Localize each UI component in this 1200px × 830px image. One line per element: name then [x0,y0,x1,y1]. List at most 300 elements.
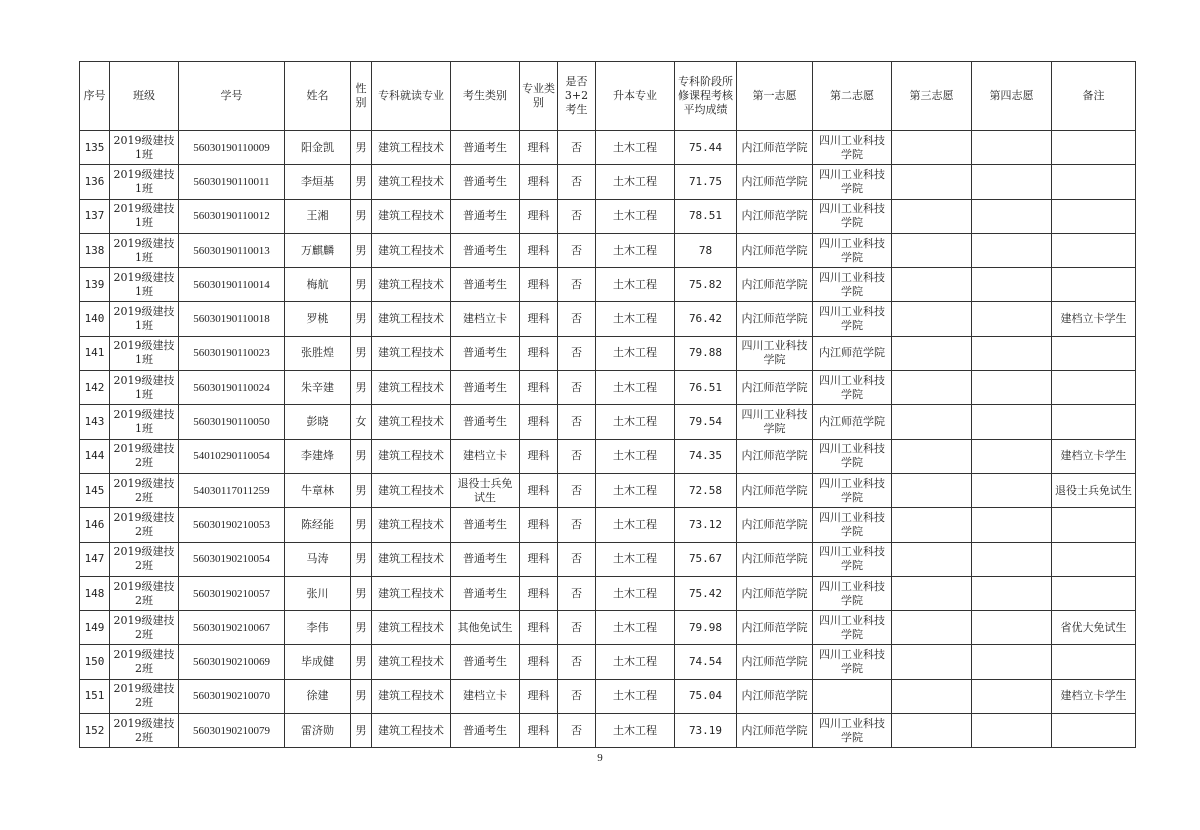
major-cell: 建筑工程技术 [372,165,451,199]
choice2-cell: 四川工业科技学院 [813,714,892,748]
choice2-cell: 四川工业科技学院 [813,542,892,576]
gender-cell: 男 [351,714,372,748]
major-cell: 建筑工程技术 [372,268,451,302]
choice3-cell [892,714,972,748]
subject-type-cell: 理科 [520,611,558,645]
choice4-cell [972,679,1052,713]
3plus2-cell: 否 [558,233,596,267]
col-target-major-header: 升本专业 [596,62,675,131]
remarks-cell: 省优大免试生 [1052,611,1136,645]
choice1-cell: 内江师范学院 [737,679,813,713]
col-choice4-header: 第四志愿 [972,62,1052,131]
average-score-cell: 78.51 [675,199,737,233]
choice3-cell [892,405,972,439]
3plus2-cell: 否 [558,645,596,679]
table-row [80,233,1136,267]
gender-cell: 男 [351,645,372,679]
subject-type-cell: 理科 [520,165,558,199]
target-major-cell: 土木工程 [596,439,675,473]
target-major-cell: 土木工程 [596,405,675,439]
average-score-cell: 74.54 [675,645,737,679]
student-id-cell: 56030190210069 [179,645,285,679]
choice1-cell: 内江师范学院 [737,371,813,405]
major-cell: 建筑工程技术 [372,439,451,473]
choice2-cell: 内江师范学院 [813,336,892,370]
average-score-cell: 76.51 [675,371,737,405]
remarks-cell [1052,233,1136,267]
serial-cell: 137 [80,199,110,233]
choice1-cell: 内江师范学院 [737,199,813,233]
class-cell: 2019级建技2班 [110,473,179,507]
average-score-cell: 79.98 [675,611,737,645]
name-cell: 万麒麟 [285,233,351,267]
choice1-cell: 内江师范学院 [737,611,813,645]
choice4-cell [972,199,1052,233]
choice1-cell: 内江师范学院 [737,439,813,473]
major-cell: 建筑工程技术 [372,679,451,713]
major-cell: 建筑工程技术 [372,302,451,336]
col-average-score-header: 专科阶段所修课程考核平均成绩 [675,62,737,131]
class-cell: 2019级建技2班 [110,679,179,713]
student-id-cell: 56030190110024 [179,371,285,405]
name-cell: 陈经能 [285,508,351,542]
student-id-cell: 56030190210079 [179,714,285,748]
remarks-cell [1052,131,1136,165]
student-list-table [79,61,1136,748]
average-score-cell: 73.12 [675,508,737,542]
choice3-cell [892,165,972,199]
candidate-type-cell: 普通考生 [451,165,520,199]
choice1-cell: 内江师范学院 [737,542,813,576]
target-major-cell: 土木工程 [596,645,675,679]
average-score-cell: 78 [675,233,737,267]
table-row [80,405,1136,439]
3plus2-cell: 否 [558,199,596,233]
student-id-cell: 56030190210057 [179,576,285,610]
choice1-cell: 内江师范学院 [737,645,813,679]
remarks-cell [1052,371,1136,405]
choice2-cell [813,679,892,713]
table-row [80,302,1136,336]
col-class-header: 班级 [110,62,179,131]
3plus2-cell: 否 [558,131,596,165]
candidate-type-cell: 普通考生 [451,233,520,267]
table-row [80,199,1136,233]
average-score-cell: 71.75 [675,165,737,199]
choice2-cell: 四川工业科技学院 [813,645,892,679]
major-cell: 建筑工程技术 [372,473,451,507]
major-cell: 建筑工程技术 [372,336,451,370]
choice3-cell [892,473,972,507]
class-cell: 2019级建技2班 [110,611,179,645]
serial-cell: 145 [80,473,110,507]
major-cell: 建筑工程技术 [372,611,451,645]
candidate-type-cell: 普通考生 [451,542,520,576]
table-row [80,508,1136,542]
choice2-cell: 四川工业科技学院 [813,268,892,302]
remarks-cell [1052,268,1136,302]
table-row [80,473,1136,507]
subject-type-cell: 理科 [520,233,558,267]
student-id-cell: 56030190110009 [179,131,285,165]
choice3-cell [892,542,972,576]
target-major-cell: 土木工程 [596,268,675,302]
choice1-cell: 内江师范学院 [737,233,813,267]
average-score-cell: 74.35 [675,439,737,473]
choice1-cell: 四川工业科技学院 [737,336,813,370]
remarks-cell [1052,576,1136,610]
choice4-cell [972,508,1052,542]
gender-cell: 女 [351,405,372,439]
student-id-cell: 56030190110023 [179,336,285,370]
name-cell: 牛章林 [285,473,351,507]
name-cell: 彭晓 [285,405,351,439]
remarks-cell: 退役士兵免试生 [1052,473,1136,507]
choice4-cell [972,576,1052,610]
choice3-cell [892,508,972,542]
student-id-cell: 56030190110014 [179,268,285,302]
major-cell: 建筑工程技术 [372,371,451,405]
col-choice1-header: 第一志愿 [737,62,813,131]
class-cell: 2019级建技1班 [110,131,179,165]
3plus2-cell: 否 [558,714,596,748]
3plus2-cell: 否 [558,542,596,576]
class-cell: 2019级建技2班 [110,645,179,679]
serial-cell: 136 [80,165,110,199]
name-cell: 王湘 [285,199,351,233]
candidate-type-cell: 普通考生 [451,576,520,610]
table-body [80,131,1136,748]
choice4-cell [972,131,1052,165]
table-row [80,336,1136,370]
gender-cell: 男 [351,165,372,199]
subject-type-cell: 理科 [520,473,558,507]
class-cell: 2019级建技1班 [110,199,179,233]
choice3-cell [892,576,972,610]
name-cell: 李伟 [285,611,351,645]
subject-type-cell: 理科 [520,131,558,165]
gender-cell: 男 [351,542,372,576]
average-score-cell: 76.42 [675,302,737,336]
subject-type-cell: 理科 [520,714,558,748]
choice1-cell: 内江师范学院 [737,165,813,199]
3plus2-cell: 否 [558,302,596,336]
choice3-cell [892,199,972,233]
class-cell: 2019级建技2班 [110,576,179,610]
table-row [80,131,1136,165]
candidate-type-cell: 普通考生 [451,645,520,679]
serial-cell: 141 [80,336,110,370]
name-cell: 李烜基 [285,165,351,199]
average-score-cell: 75.44 [675,131,737,165]
choice1-cell: 四川工业科技学院 [737,405,813,439]
table-row [80,371,1136,405]
student-id-cell: 56030190110018 [179,302,285,336]
class-cell: 2019级建技1班 [110,405,179,439]
major-cell: 建筑工程技术 [372,131,451,165]
class-cell: 2019级建技2班 [110,439,179,473]
candidate-type-cell: 普通考生 [451,268,520,302]
target-major-cell: 土木工程 [596,714,675,748]
student-id-cell: 56030190210067 [179,611,285,645]
candidate-type-cell: 普通考生 [451,405,520,439]
table-row [80,165,1136,199]
name-cell: 阳金凯 [285,131,351,165]
choice1-cell: 内江师范学院 [737,131,813,165]
candidate-type-cell: 普通考生 [451,199,520,233]
student-id-cell: 56030190210054 [179,542,285,576]
choice3-cell [892,439,972,473]
remarks-cell [1052,508,1136,542]
remarks-cell [1052,405,1136,439]
choice4-cell [972,645,1052,679]
3plus2-cell: 否 [558,576,596,610]
table-row [80,542,1136,576]
choice1-cell: 内江师范学院 [737,508,813,542]
choice4-cell [972,611,1052,645]
col-subject-type-header: 专业类别 [520,62,558,131]
3plus2-cell: 否 [558,336,596,370]
3plus2-cell: 否 [558,679,596,713]
gender-cell: 男 [351,233,372,267]
3plus2-cell: 否 [558,508,596,542]
class-cell: 2019级建技1班 [110,336,179,370]
choice4-cell [972,336,1052,370]
name-cell: 朱辛建 [285,371,351,405]
subject-type-cell: 理科 [520,336,558,370]
target-major-cell: 土木工程 [596,336,675,370]
table-row [80,714,1136,748]
subject-type-cell: 理科 [520,576,558,610]
choice4-cell [972,439,1052,473]
remarks-cell: 建档立卡学生 [1052,302,1136,336]
target-major-cell: 土木工程 [596,371,675,405]
3plus2-cell: 否 [558,473,596,507]
remarks-cell [1052,199,1136,233]
serial-cell: 152 [80,714,110,748]
target-major-cell: 土木工程 [596,165,675,199]
gender-cell: 男 [351,199,372,233]
choice1-cell: 内江师范学院 [737,473,813,507]
class-cell: 2019级建技2班 [110,542,179,576]
subject-type-cell: 理科 [520,405,558,439]
student-id-cell: 54010290110054 [179,439,285,473]
header-row [80,62,1136,131]
choice3-cell [892,233,972,267]
major-cell: 建筑工程技术 [372,199,451,233]
choice1-cell: 内江师范学院 [737,714,813,748]
choice3-cell [892,302,972,336]
remarks-cell [1052,336,1136,370]
remarks-cell [1052,714,1136,748]
gender-cell: 男 [351,611,372,645]
choice2-cell: 四川工业科技学院 [813,611,892,645]
target-major-cell: 土木工程 [596,199,675,233]
remarks-cell: 建档立卡学生 [1052,679,1136,713]
serial-cell: 149 [80,611,110,645]
name-cell: 梅航 [285,268,351,302]
student-id-cell: 56030190210053 [179,508,285,542]
serial-cell: 150 [80,645,110,679]
class-cell: 2019级建技1班 [110,165,179,199]
average-score-cell: 75.04 [675,679,737,713]
candidate-type-cell: 退役士兵免试生 [451,473,520,507]
choice2-cell: 四川工业科技学院 [813,165,892,199]
candidate-type-cell: 建档立卡 [451,302,520,336]
remarks-cell: 建档立卡学生 [1052,439,1136,473]
target-major-cell: 土木工程 [596,302,675,336]
average-score-cell: 73.19 [675,714,737,748]
name-cell: 张胜煌 [285,336,351,370]
choice2-cell: 四川工业科技学院 [813,576,892,610]
choice2-cell: 四川工业科技学院 [813,439,892,473]
student-id-cell: 56030190210070 [179,679,285,713]
target-major-cell: 土木工程 [596,233,675,267]
class-cell: 2019级建技2班 [110,714,179,748]
serial-cell: 138 [80,233,110,267]
student-id-cell: 56030190110050 [179,405,285,439]
serial-cell: 140 [80,302,110,336]
col-candidate-type-header: 考生类别 [451,62,520,131]
col-remarks-header: 备注 [1052,62,1136,131]
col-name-header: 姓名 [285,62,351,131]
average-score-cell: 72.58 [675,473,737,507]
major-cell: 建筑工程技术 [372,714,451,748]
choice3-cell [892,131,972,165]
remarks-cell [1052,165,1136,199]
col-major-header: 专科就读专业 [372,62,451,131]
class-cell: 2019级建技1班 [110,268,179,302]
choice4-cell [972,165,1052,199]
subject-type-cell: 理科 [520,542,558,576]
choice2-cell: 四川工业科技学院 [813,131,892,165]
choice4-cell [972,405,1052,439]
remarks-cell [1052,645,1136,679]
gender-cell: 男 [351,268,372,302]
col-choice3-header: 第三志愿 [892,62,972,131]
3plus2-cell: 否 [558,371,596,405]
col-3plus2-header: 是否3+2考生 [558,62,596,131]
gender-cell: 男 [351,473,372,507]
serial-cell: 148 [80,576,110,610]
3plus2-cell: 否 [558,439,596,473]
gender-cell: 男 [351,302,372,336]
choice1-cell: 内江师范学院 [737,576,813,610]
serial-cell: 135 [80,131,110,165]
subject-type-cell: 理科 [520,371,558,405]
average-score-cell: 79.88 [675,336,737,370]
name-cell: 李建烽 [285,439,351,473]
class-cell: 2019级建技2班 [110,508,179,542]
serial-cell: 151 [80,679,110,713]
name-cell: 徐建 [285,679,351,713]
name-cell: 罗桃 [285,302,351,336]
choice2-cell: 四川工业科技学院 [813,233,892,267]
class-cell: 2019级建技1班 [110,302,179,336]
col-choice2-header: 第二志愿 [813,62,892,131]
table-row [80,576,1136,610]
candidate-type-cell: 普通考生 [451,371,520,405]
choice3-cell [892,645,972,679]
subject-type-cell: 理科 [520,268,558,302]
remarks-cell [1052,542,1136,576]
gender-cell: 男 [351,439,372,473]
average-score-cell: 75.82 [675,268,737,302]
choice2-cell: 四川工业科技学院 [813,371,892,405]
3plus2-cell: 否 [558,405,596,439]
page-number: 9 [597,752,603,764]
gender-cell: 男 [351,131,372,165]
target-major-cell: 土木工程 [596,679,675,713]
subject-type-cell: 理科 [520,508,558,542]
subject-type-cell: 理科 [520,679,558,713]
table-header [80,62,1136,131]
major-cell: 建筑工程技术 [372,405,451,439]
target-major-cell: 土木工程 [596,473,675,507]
major-cell: 建筑工程技术 [372,645,451,679]
subject-type-cell: 理科 [520,199,558,233]
choice3-cell [892,679,972,713]
choice4-cell [972,473,1052,507]
choice2-cell: 四川工业科技学院 [813,199,892,233]
candidate-type-cell: 普通考生 [451,714,520,748]
col-gender-header: 性别 [351,62,372,131]
name-cell: 马涛 [285,542,351,576]
gender-cell: 男 [351,508,372,542]
name-cell: 张川 [285,576,351,610]
col-serial-header: 序号 [80,62,110,131]
choice3-cell [892,268,972,302]
table-row [80,611,1136,645]
choice2-cell: 内江师范学院 [813,405,892,439]
table-row [80,268,1136,302]
choice1-cell: 内江师范学院 [737,268,813,302]
student-id-cell: 54030117011259 [179,473,285,507]
choice2-cell: 四川工业科技学院 [813,508,892,542]
choice3-cell [892,336,972,370]
candidate-type-cell: 建档立卡 [451,679,520,713]
table-row [80,645,1136,679]
choice2-cell: 四川工业科技学院 [813,302,892,336]
serial-cell: 146 [80,508,110,542]
table-row [80,679,1136,713]
target-major-cell: 土木工程 [596,611,675,645]
serial-cell: 139 [80,268,110,302]
name-cell: 毕成健 [285,645,351,679]
average-score-cell: 75.42 [675,576,737,610]
class-cell: 2019级建技1班 [110,371,179,405]
3plus2-cell: 否 [558,165,596,199]
gender-cell: 男 [351,679,372,713]
target-major-cell: 土木工程 [596,542,675,576]
target-major-cell: 土木工程 [596,508,675,542]
subject-type-cell: 理科 [520,439,558,473]
choice4-cell [972,233,1052,267]
student-id-cell: 56030190110011 [179,165,285,199]
gender-cell: 男 [351,371,372,405]
subject-type-cell: 理科 [520,302,558,336]
choice4-cell [972,302,1052,336]
major-cell: 建筑工程技术 [372,233,451,267]
class-cell: 2019级建技1班 [110,233,179,267]
candidate-type-cell: 普通考生 [451,131,520,165]
serial-cell: 144 [80,439,110,473]
target-major-cell: 土木工程 [596,576,675,610]
candidate-type-cell: 普通考生 [451,508,520,542]
choice3-cell [892,371,972,405]
major-cell: 建筑工程技术 [372,542,451,576]
student-id-cell: 56030190110012 [179,199,285,233]
